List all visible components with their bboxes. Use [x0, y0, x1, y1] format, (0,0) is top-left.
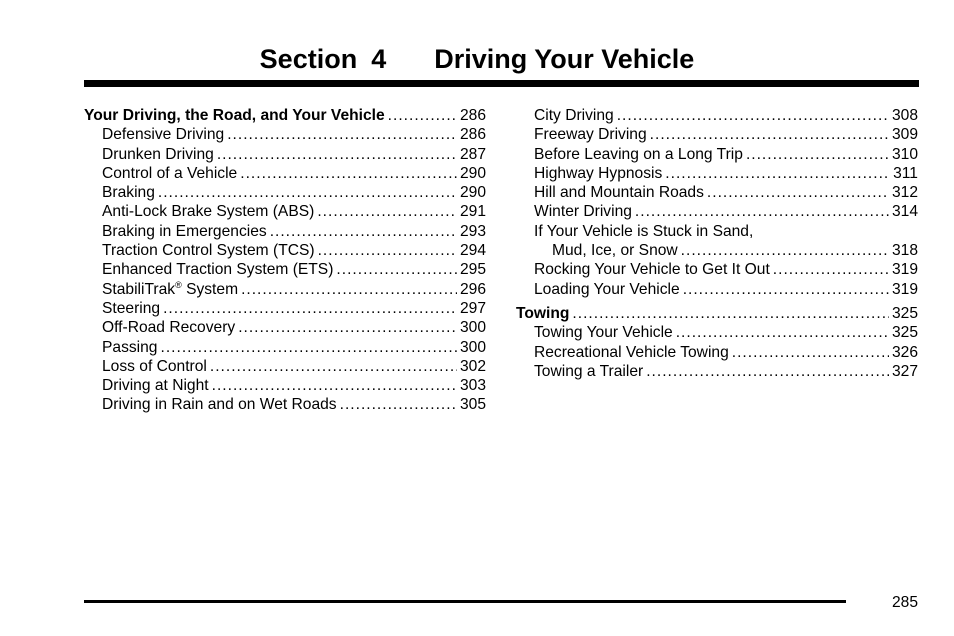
section-heading: Driving Your Vehicle [434, 44, 695, 74]
toc-entry[interactable] [84, 280, 486, 299]
toc-entry-label-text: Before Leaving on a Long Trip [534, 145, 743, 163]
toc-entry-page: 325 [891, 304, 918, 322]
toc-entry[interactable] [516, 323, 918, 342]
toc-entry-page: 309 [891, 126, 918, 144]
toc-entry-page: 308 [891, 107, 918, 124]
toc-entry-page: 319 [891, 280, 918, 298]
toc-leader-dots [318, 241, 457, 260]
toc-entry-page: 325 [891, 324, 918, 342]
toc-entry-label-text: Enhanced Traction System (ETS) [102, 261, 334, 279]
toc-entry[interactable] [516, 125, 918, 144]
toc-entry-label [102, 357, 207, 376]
toc-leader-dots [635, 202, 889, 221]
toc-entry[interactable] [84, 357, 486, 376]
toc-entry-label-text: Steering [102, 299, 161, 317]
toc-entry-label [102, 125, 224, 144]
toc-entry-label-text: Braking [102, 184, 155, 202]
section-number: 4 [371, 44, 387, 74]
toc-entry-page: 303 [459, 377, 486, 395]
toc-entry-page: 286 [459, 107, 486, 124]
toc-entry-page: 302 [459, 357, 486, 375]
toc-entry-label-text: Loss of Control [102, 357, 207, 375]
toc-entry-label-text: Your Driving, the Road, and Your Vehicle [84, 107, 385, 124]
toc-leader-dots [240, 164, 457, 183]
toc-leader-dots [681, 241, 889, 260]
toc-entry-label-text: Winter Driving [534, 203, 632, 221]
toc-entry-label [102, 318, 235, 337]
toc-entry-label-text: StabiliTrak [102, 280, 176, 298]
toc-heading[interactable] [516, 304, 918, 323]
toc-entry[interactable] [84, 376, 486, 395]
toc-entry-label-text: Off-Road Recovery [102, 319, 236, 337]
toc-entry-label [102, 376, 209, 395]
toc-entry-label [534, 183, 704, 202]
toc-entry-label-text: Highway Hypnosis [534, 164, 663, 182]
toc-entry-label [102, 260, 333, 279]
toc-entry[interactable] [516, 362, 918, 381]
toc-entry-label [102, 202, 314, 221]
toc-leader-dots [707, 183, 889, 202]
top-rule [84, 80, 919, 87]
toc-entry-label-suffix: System [181, 280, 239, 298]
toc-entry-page: 318 [891, 242, 918, 260]
toc-leader-dots [160, 338, 456, 357]
toc-entry-label [534, 202, 632, 221]
toc-entry-label [102, 299, 160, 318]
toc-entry-label-text: Towing [516, 304, 570, 322]
toc-entry-label [102, 183, 155, 202]
toc-entry-page: 300 [459, 338, 486, 356]
toc-leader-dots [773, 260, 889, 279]
toc-entry-page: 305 [459, 396, 486, 414]
toc-entry[interactable] [84, 338, 486, 357]
toc-entry-label-text: Towing a Trailer [534, 362, 644, 380]
section-label: Section [259, 44, 358, 74]
toc-entry-label-text: Drunken Driving [102, 145, 214, 163]
toc-entry-page: 319 [891, 261, 918, 279]
toc-leader-dots [746, 145, 889, 164]
toc-entry-label-text: Braking in Emergencies [102, 222, 267, 240]
toc-entry-label-text: Towing Your Vehicle [534, 324, 673, 342]
toc-entry-page: 291 [459, 203, 486, 221]
toc-entry-page: 311 [893, 164, 918, 182]
toc-leader-dots [212, 376, 457, 395]
toc-entry-label-text: Driving in Rain and on Wet Roads [102, 396, 337, 414]
toc-leader-dots [238, 318, 457, 337]
registered-mark: ® [175, 279, 182, 290]
toc-leader-dots [617, 106, 889, 125]
toc-entry-page: 327 [891, 362, 918, 380]
toc-entry[interactable] [516, 183, 918, 202]
toc-entry-label-text: Anti-Lock Brake System (ABS) [102, 203, 315, 221]
toc-entry[interactable] [84, 299, 486, 318]
toc-entry-label [102, 241, 315, 260]
toc-entry-label [534, 260, 770, 279]
toc-entry[interactable] [84, 183, 486, 202]
toc-entry-page: 294 [459, 242, 486, 260]
toc-leader-dots [163, 299, 457, 318]
toc-leader-dots [317, 202, 457, 221]
toc-leader-dots [388, 106, 457, 125]
toc-entry[interactable] [516, 106, 918, 125]
toc-entry-label: Mud, Ice, or Snow [552, 242, 678, 260]
toc-leader-dots [646, 362, 889, 381]
toc-entry[interactable] [516, 343, 918, 362]
toc-entry-label-text: Control of a Vehicle [102, 164, 238, 182]
toc-entry-page: 310 [891, 145, 918, 163]
toc-entry[interactable] [84, 164, 486, 183]
toc-heading[interactable] [84, 106, 486, 125]
toc-leader-dots [650, 125, 889, 144]
toc-entry-label [534, 145, 743, 164]
toc-entry[interactable] [84, 395, 486, 414]
toc-leader-dots [336, 260, 457, 279]
section-title [0, 42, 954, 76]
toc-leader-dots [241, 280, 457, 299]
toc-entry-label-text: Loading Your Vehicle [534, 280, 680, 298]
toc-entry-page: 286 [459, 126, 486, 144]
toc-entry-label [534, 106, 614, 125]
toc-entry-label [534, 362, 643, 381]
bottom-rule [84, 600, 846, 603]
toc-entry[interactable] [84, 222, 486, 241]
toc-entry-label [102, 280, 238, 299]
toc-entry-label [534, 164, 662, 183]
toc-entry-page: 326 [891, 343, 918, 361]
toc-entry-page: 290 [459, 184, 486, 202]
toc-leader-dots [227, 125, 457, 144]
toc-entry-label [102, 222, 267, 241]
toc-entry[interactable] [84, 241, 486, 260]
toc-leader-dots [158, 183, 457, 202]
toc-entry[interactable] [516, 202, 918, 221]
toc-entry[interactable] [84, 260, 486, 279]
toc-entry[interactable] [84, 318, 486, 337]
toc-entry-label-text: Passing [102, 338, 158, 356]
toc-entry[interactable] [84, 125, 486, 144]
page-number: 285 [891, 594, 918, 611]
toc-entry-label-text: Hill and Mountain Roads [534, 184, 704, 202]
toc-leader-dots [210, 357, 457, 376]
toc-entry-label-text: Traction Control System (TCS) [102, 242, 315, 260]
toc-entry-page: 296 [459, 280, 486, 298]
toc-entry-label [534, 125, 647, 144]
toc-entry-label [102, 145, 214, 164]
toc-leader-dots [732, 343, 889, 362]
toc-entry[interactable] [84, 202, 486, 221]
toc-entry-label-text: Recreational Vehicle Towing [534, 343, 729, 361]
toc-entry-label-text: Driving at Night [102, 377, 209, 395]
toc-entry-page: 300 [459, 319, 486, 337]
toc-entry-page: 295 [459, 261, 486, 279]
toc-entry-label [102, 338, 157, 357]
toc-entry[interactable] [516, 145, 918, 164]
toc-entry-label [84, 106, 385, 125]
toc-entry[interactable] [516, 280, 918, 299]
toc-leader-dots [676, 323, 889, 342]
toc-entry-label [102, 395, 337, 414]
toc-entry-label-text: Defensive Driving [102, 126, 225, 144]
toc-entry[interactable] [516, 222, 918, 241]
toc-entry[interactable] [84, 145, 486, 164]
toc-entry-label [102, 164, 237, 183]
toc-entry-label [516, 304, 569, 323]
toc-entry-label: If Your Vehicle is Stuck in Sand, [534, 222, 754, 240]
toc-entry-page: 314 [891, 203, 918, 221]
toc-right-column [516, 106, 918, 381]
toc-entry-page: 290 [459, 164, 486, 182]
toc-entry-label [534, 343, 729, 362]
toc-entry-page: 293 [459, 222, 486, 240]
toc-entry[interactable] [516, 164, 918, 183]
toc-leader-dots [340, 395, 457, 414]
toc-entry-label-text: Freeway Driving [534, 126, 647, 144]
toc-entry-page: 312 [891, 184, 918, 202]
toc-leader-dots [572, 304, 889, 323]
toc-left-column [84, 106, 486, 415]
toc-entry-label-text: City Driving [534, 107, 614, 124]
toc-leader-dots [270, 222, 457, 241]
toc-entry-label [534, 280, 680, 299]
toc-entry-label-text: Rocking Your Vehicle to Get It Out [534, 261, 770, 279]
toc-entry-continuation[interactable] [516, 241, 918, 260]
toc-leader-dots [683, 280, 889, 299]
toc-entry-page: 287 [459, 145, 486, 163]
toc-leader-dots [665, 164, 890, 183]
toc-leader-dots [217, 145, 457, 164]
toc-entry-page: 297 [459, 299, 486, 317]
toc-entry-label [534, 323, 673, 342]
toc-entry[interactable] [516, 260, 918, 279]
